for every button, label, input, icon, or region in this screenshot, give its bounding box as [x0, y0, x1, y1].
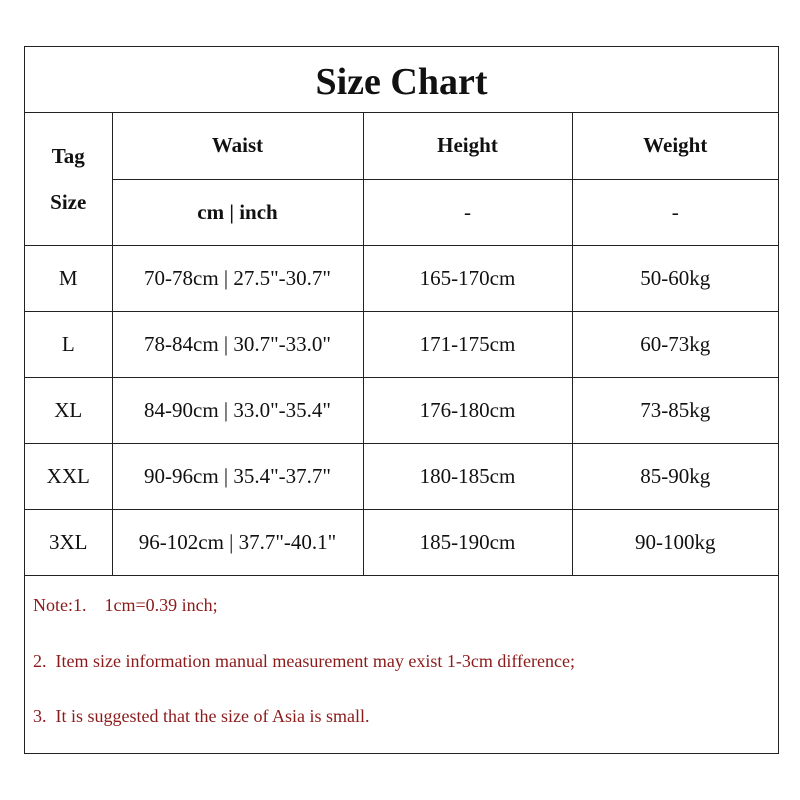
- waist-cell: 78-84cm | 30.7"-33.0": [112, 311, 363, 377]
- waist-cell: 84-90cm | 33.0"-35.4": [112, 377, 363, 443]
- waist-cell: 90-96cm | 35.4"-37.7": [112, 443, 363, 509]
- waist-cell: 96-102cm | 37.7"-40.1": [112, 509, 363, 575]
- size-cell: XL: [25, 377, 112, 443]
- height-cell: 176-180cm: [363, 377, 572, 443]
- note-2: 2. Item size information manual measurement may exist 1-3cm difference;: [33, 651, 575, 671]
- header-row: [25, 113, 778, 179]
- height-cell: 171-175cm: [363, 311, 572, 377]
- size-cell: M: [25, 245, 112, 311]
- weight-cell: 60-73kg: [572, 311, 778, 377]
- tag-size-header-line1: Tag: [51, 143, 85, 168]
- weight-cell: 85-90kg: [572, 443, 778, 509]
- chart-title: Size Chart: [25, 47, 778, 113]
- table-row: [25, 377, 778, 443]
- size-chart: [24, 46, 779, 754]
- height-cell: 165-170cm: [363, 245, 572, 311]
- tag-size-header-line2: Size: [50, 189, 87, 214]
- weight-header: Weight: [572, 113, 778, 179]
- waist-header: Waist: [112, 113, 363, 179]
- units-row: [25, 179, 778, 245]
- waist-unit: cm | inch: [112, 179, 363, 245]
- height-header: Height: [363, 113, 572, 179]
- size-table: [25, 113, 778, 576]
- size-cell: L: [25, 311, 112, 377]
- weight-cell: 50-60kg: [572, 245, 778, 311]
- height-unit: -: [363, 179, 572, 245]
- waist-cell: 70-78cm | 27.5"-30.7": [112, 245, 363, 311]
- table-row: [25, 311, 778, 377]
- size-cell: XXL: [25, 443, 112, 509]
- weight-unit: -: [572, 179, 778, 245]
- table-row: [25, 245, 778, 311]
- note-1: Note:1. 1cm=0.39 inch;: [33, 595, 218, 615]
- weight-cell: 73-85kg: [572, 377, 778, 443]
- table-row: [25, 443, 778, 509]
- tag-size-header: [25, 113, 112, 245]
- height-cell: 180-185cm: [363, 443, 572, 509]
- table-row: [25, 509, 778, 575]
- height-cell: 185-190cm: [363, 509, 572, 575]
- weight-cell: 90-100kg: [572, 509, 778, 575]
- size-cell: 3XL: [25, 509, 112, 575]
- note-3: 3. It is suggested that the size of Asia is small.: [33, 706, 370, 726]
